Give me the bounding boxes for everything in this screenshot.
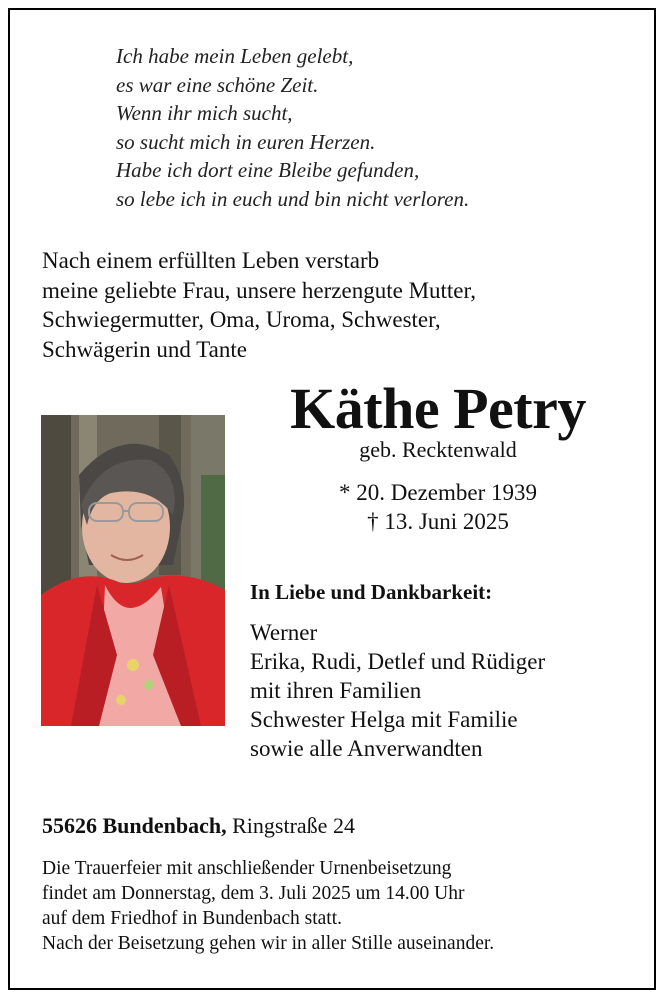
service-line: auf dem Friedhof in Bundenbach statt. [42,908,343,929]
birth-date: * 20. Dezember 1939 [339,480,537,505]
mourner-line: Schwester Helga mit Familie [250,707,518,732]
poem-line: so sucht mich in euren Herzen. [116,129,376,154]
life-dates [262,478,614,536]
poem-line: Ich habe mein Leben gelebt, [116,44,354,68]
birth-name: geb. Recktenwald [359,437,517,462]
intro-line: meine geliebte Frau, unsere herzengute Mutter, [42,277,476,303]
mourner-line: Erika, Rudi, Detlef und Rüdiger [250,649,546,674]
portrait-photo [41,415,225,726]
mourner-line: mit ihren Familien [250,678,422,703]
mourner-line: Werner [250,620,318,645]
address [42,812,355,840]
intro-line: Schwägerin und Tante [42,336,247,362]
service-line: Die Trauerfeier mit anschließender Urnenbeisetzung [42,858,452,879]
poem [116,42,469,213]
mourner-line: sowie alle Anverwandten [250,736,483,761]
deceased-name: Käthe Petry [290,376,586,441]
poem-line: Wenn ihr mich sucht, [116,101,293,125]
poem-line: es war eine schöne Zeit. [116,72,319,97]
service-info [42,856,494,956]
intro-text [42,246,476,364]
poem-line: so lebe ich in euch und bin nicht verloren. [116,186,470,211]
address-town: 55626 Bundenbach, [42,813,227,838]
intro-line: Schwiegermutter, Oma, Uroma, Schwester, [42,307,441,332]
poem-line: Habe ich dort eine Bleibe gefunden, [116,158,420,182]
service-line: Nach der Beisetzung gehen wir in aller Stille auseinander. [42,933,495,954]
mourners-list [250,618,545,763]
service-line: findet am Donnerstag, dem 3. Juli 2025 um 14.00 Uhr [42,883,465,904]
death-date: † 13. Juni 2025 [367,509,509,534]
address-street: Ringstraße 24 [232,813,355,838]
mourners-heading: In Liebe und Dankbarkeit: [250,580,493,604]
intro-line: Nach einem erfüllten Leben verstarb [42,248,380,273]
